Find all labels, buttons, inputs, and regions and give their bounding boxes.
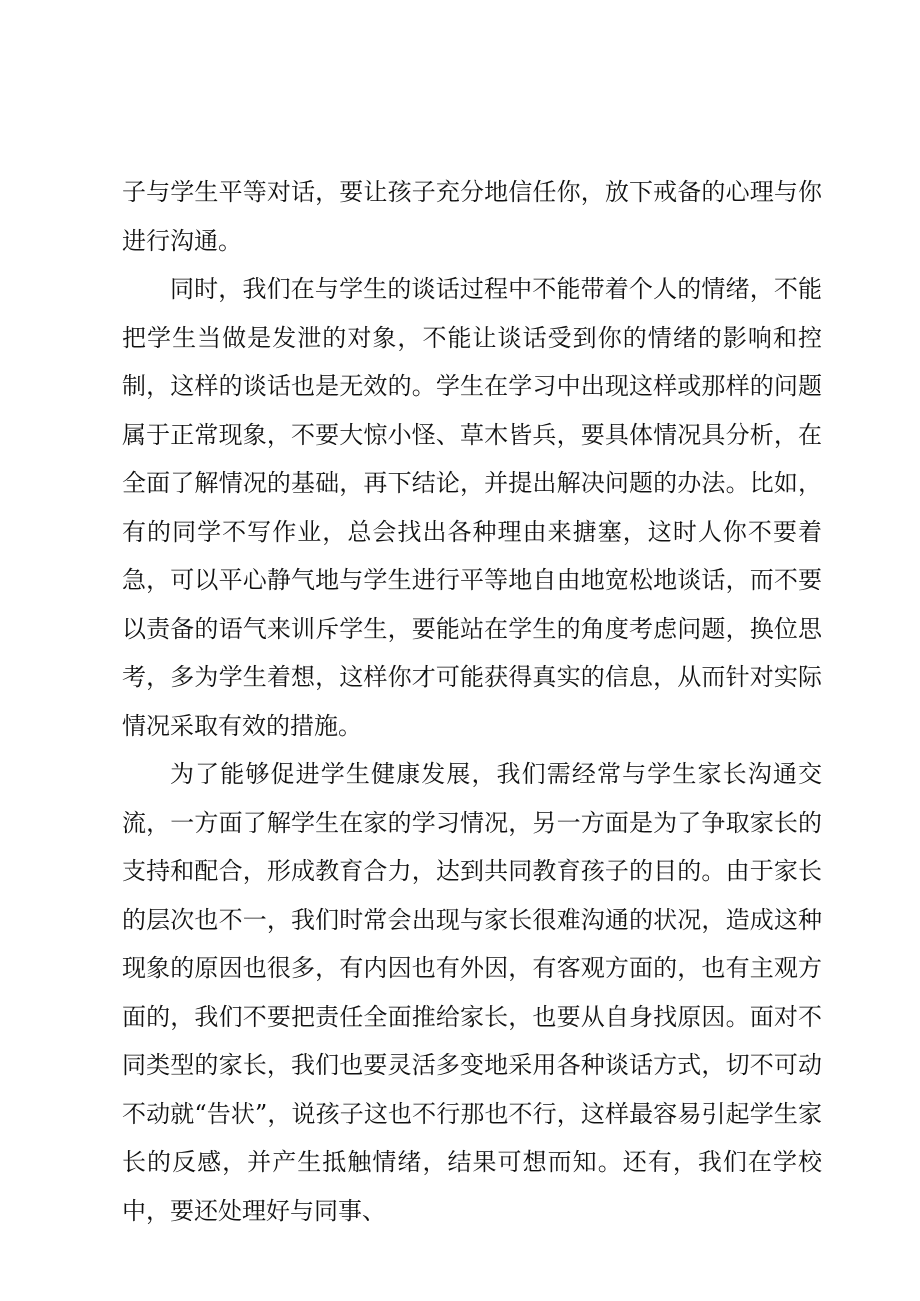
body-text — [122, 168, 822, 1235]
paragraph-2: 同时，我们在与学生的谈话过程中不能带着个人的情绪，不能把学生当做是发泄的对象，不能让谈话受到你的情绪的影响和控制，这样的谈话也是无效的。学生在学习中出现这样或那样的问题属于正常现象，不要大惊小怪、草木皆兵，要具体情况具分析，在全面了解情况的基础，再下结论，并提出解决问题的办法。比如，有的同学不写作业，总会找出各种理由来搪塞，这时人你不要着急，可以平心静气地与学生进行平等地自由地宽松地谈话，而不要以责备的语气来训斥学生，要能站在学生的角度考虑问题，换位思考，多为学生着想，这样你才可能获得真实的信息，从而针对实际情况采取有效的措施。 — [122, 275, 822, 740]
paragraph-1: 子与学生平等对话，要让孩子充分地信任你，放下戒备的心理与你进行沟通。 — [122, 178, 822, 255]
paragraph-3: 为了能够促进学生健康发展，我们需经常与学生家长沟通交流，一方面了解学生在家的学习情况，另一方面是为了争取家长的支持和配合，形成教育合力，达到共同教育孩子的目的。由于家长的层次也不一，我们时常会出现与家长很难沟通的状况，造成这种现象的原因也很多，有内因也有外因，有客观方面的，也有主观方面的，我们不要把责任全面推给家长，也要从自身找原因。面对不同类型的家长，我们也要灵活多变地采用各种谈话方式，切不可动不动就“告状”，说孩子这也不行那也不行，这样最容易引起学生家长的反感，并产生抵触情绪，结果可想而知。还有，我们在学校中，要还处理好与同事、 — [122, 760, 822, 1225]
